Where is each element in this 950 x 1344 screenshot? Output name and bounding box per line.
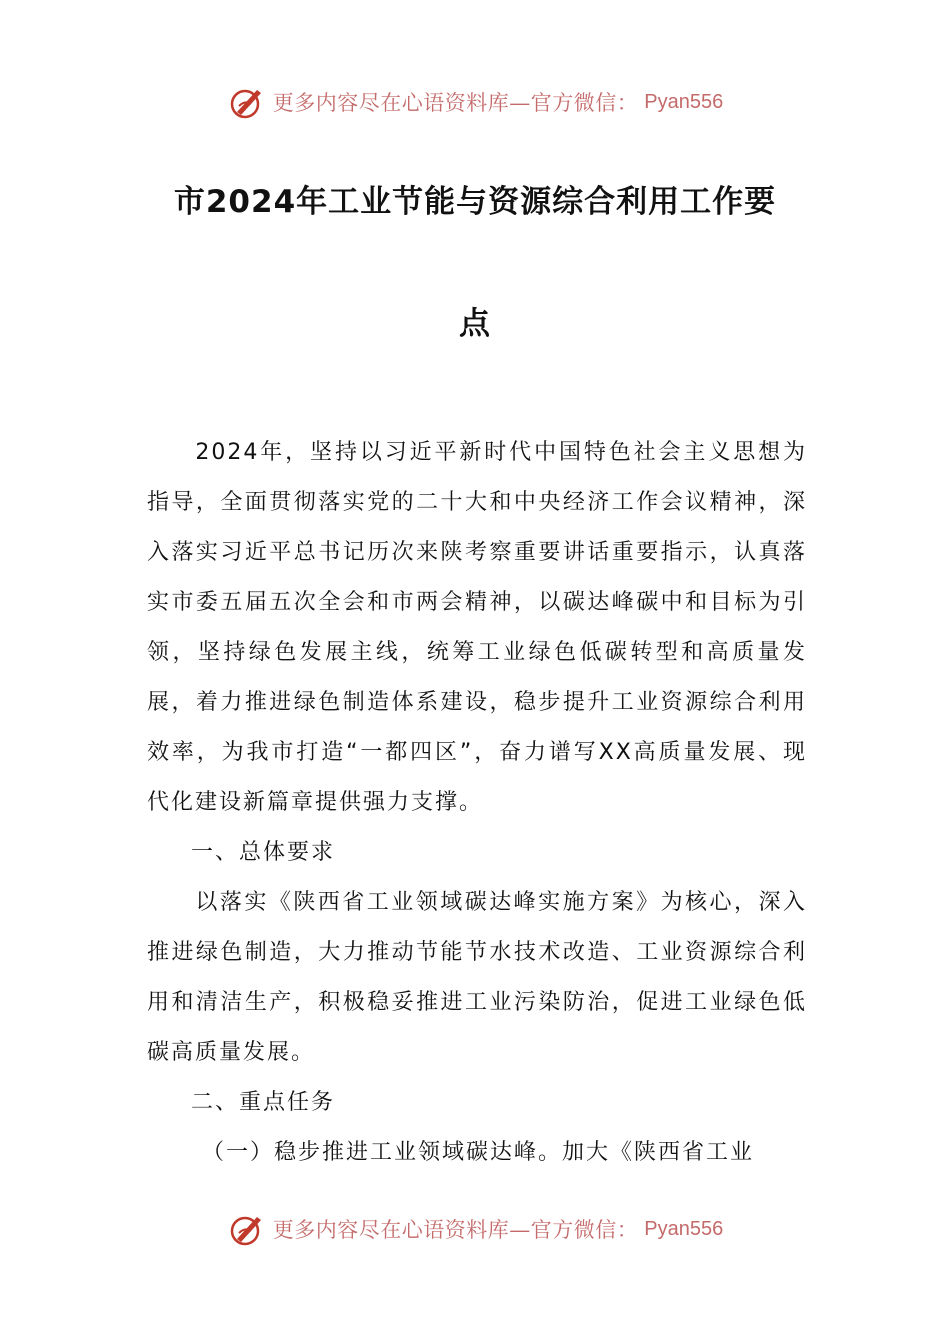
document-body [147,428,807,1178]
document-title-line2: 点 [459,306,491,342]
intro-paragraph: 2024年，坚持以习近平新时代中国特色社会主义思想为指导，全面贯彻落实党的二十大和中央经济工作会议精神，深入落实习近平总书记历次来陕考察重要讲话重要指示，认真落实市委五届五次全会和市两会精神，以碳达峰碳中和目标为引领，坚持绿色发展主线，统筹工业绿色低碳转型和高质量发展，着力推进绿色制造体系建设，稳步提升工业资源综合利用效率，为我市打造“一都四区”，奋力谱写XX高质量发展、现代化建设新篇章提供强力支撑。 [147,440,807,815]
section2-item1-paragraph: （一）稳步推进工业领域碳达峰。加大《陕西省工业 [202,1140,755,1165]
watermark-text: 更多内容尽在心语资料库—官方微信： [272,1218,639,1242]
document-title-line1: 市2024年工业节能与资源综合利用工作要 [173,184,777,220]
section1-paragraph: 以落实《陕西省工业领域碳达峰实施方案》为核心，深入推进绿色制造，大力推动节能节水技术改造、工业资源综合利用和清洁生产，积极稳妥推进工业污染防治，促进工业绿色低碳高质量发展。 [147,890,807,1065]
watermark-banner-top [0,80,950,124]
pen-seal-icon [227,1209,267,1249]
section2-heading: 二、重点任务 [191,1090,336,1115]
watermark-wechat-id: Pyan556 [644,90,724,113]
watermark-wechat-id: Pyan556 [644,1217,724,1240]
section1-heading: 一、总体要求 [191,840,336,865]
watermark-banner-bottom [0,1207,950,1251]
pen-seal-icon [227,82,267,122]
watermark-text: 更多内容尽在心语资料库—官方微信： [272,91,639,115]
